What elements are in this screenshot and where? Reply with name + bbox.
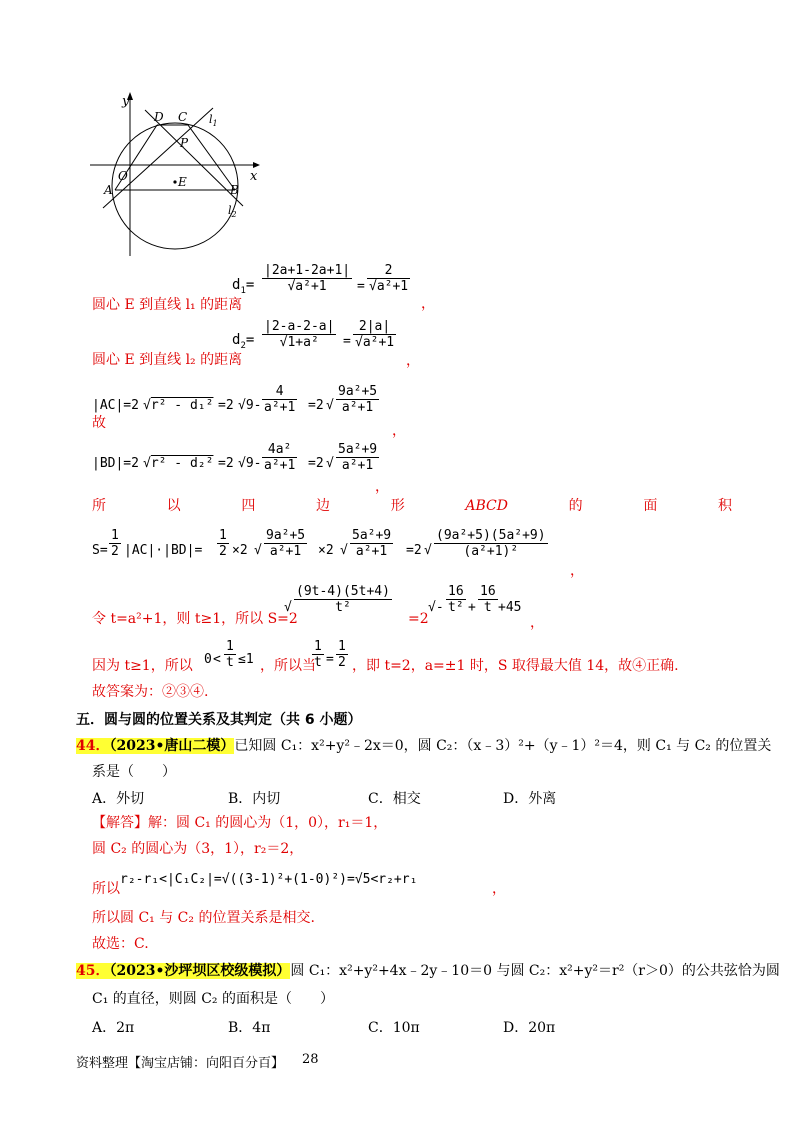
d2-lhs: $d_2=$	[232, 332, 255, 351]
q44-option-b: B．内切	[228, 791, 281, 807]
s-half2: $\frac{1}{2}$	[219, 528, 227, 559]
label-b: B	[230, 183, 239, 197]
s-frac2: $\frac{\text{5a²+9}}{\text{a²+1}}$	[352, 528, 392, 559]
so-frac1: $\frac{1}{t}$	[314, 639, 322, 670]
geometry-figure	[85, 88, 265, 260]
so-frac2: $\frac{1}{2}$	[338, 639, 346, 670]
label-l1: $l_1$	[209, 113, 218, 128]
q44-option-c: C．相交	[368, 791, 421, 807]
answer-43: 故答案为：②③④.	[92, 684, 209, 700]
label-d: D	[154, 110, 164, 124]
label-x: x	[250, 169, 258, 184]
q45-source: （2023•沙坪坝区校级模拟）	[109, 963, 291, 979]
conclusion: ，即 t=2，a=±1 时，S 取得最大值 14，故④正确.	[352, 658, 679, 674]
d2-frac2: $\frac{2|a|}{\text{√a²+1}}$	[355, 319, 395, 350]
question-44	[76, 737, 771, 755]
d1-comma: ，	[421, 296, 435, 312]
s-frac1: $\frac{\text{9a²+5}}{\text{a²+1}}$	[266, 528, 306, 559]
let-text: 令 t=a²+1，则 t≥1，所以 S=2	[92, 611, 298, 627]
q44-number: 44．	[76, 738, 110, 754]
label-l2: $l_2$	[228, 204, 237, 219]
s-frac3: $\frac{\text{(9a²+5)(5a²+9)}}{\text{(a²+1)²}}$	[436, 528, 546, 559]
q44-stem: 已知圆 C₁：x²+y²﹣2x＝0，圆 C₂：（x﹣3）²+（y﹣1）²＝4，则 C₁ 与 C₂ 的位置关	[234, 738, 772, 754]
d1-frac1: $\frac{|2a+1-2a+1|}{\text{√a²+1}}$	[264, 263, 351, 294]
label-p: P	[180, 136, 189, 150]
let-frac: $\frac{(9t-4)(5t+4)}{\text{t²}}$	[296, 584, 390, 615]
q44-solution-3-expr: r₂-r₁<|C₁C₂|=√((3-1)²+(1-0)²)=√5<r₂+r₁	[120, 872, 418, 887]
q44-solution-4: 所以圆 C₁ 与 C₂ 的位置关系是相交.	[92, 910, 315, 926]
let-frac-a: $\frac{16}{\text{t²}}$	[448, 584, 464, 615]
area-sentence: 所 以 四 边 形 ABCD 的 面 积	[92, 498, 732, 514]
label-o: O	[118, 169, 128, 183]
x-axis-arrow	[253, 162, 260, 168]
q44-solution-1: 【解答】解：圆 C₁ 的圆心为（1，0），r₁＝1，	[92, 815, 388, 831]
q45-number: 45．	[76, 963, 110, 979]
footer-text: 资料整理【淘宝店铺：向阳百分百】	[76, 1056, 285, 1071]
question-45	[76, 962, 780, 980]
label-e: E	[178, 175, 187, 189]
ac-sqrt1: √r² - d₁²	[143, 398, 214, 413]
d2-label: 圆心 E 到直线 l₂ 的距离	[92, 352, 243, 368]
bd-frac2: $\frac{\text{5a²+9}}{\text{a²+1}}$	[338, 442, 378, 473]
s-half1: $\frac{1}{2}$	[111, 528, 119, 559]
q44-option-d: D．外离	[503, 791, 557, 807]
ac-left: |AC|=2	[92, 398, 139, 413]
because-frac: $\frac{1}{t}$	[226, 639, 234, 670]
section-title: 五．圆与圆的位置关系及其判定（共 6 小题）	[76, 712, 362, 728]
page-number: 28	[302, 1052, 319, 1067]
q44-stem2: 系是（ ）	[92, 764, 176, 780]
label-y: y	[122, 94, 130, 109]
q44-solution-2: 圆 C₂ 的圆心为（3，1），r₂＝2，	[92, 841, 304, 857]
d2-frac1: $\frac{|2-a-2-a|}{\text{√1+a²}}$	[264, 319, 335, 350]
q45-option-b: B．4π	[228, 1020, 271, 1036]
d2-comma: ，	[406, 353, 420, 369]
d1-frac2: $\frac{2}{\text{√a²+1}}$	[369, 263, 409, 294]
q45-stem: 圆 C₁：x²+y²+4x﹣2y﹣10＝0 与圆 C₂：x²+y²＝r²（r＞0）的公共弦恰为圆	[290, 963, 780, 979]
bd-frac1: $\frac{\text{4a²}}{\text{a²+1}}$	[264, 442, 296, 473]
bd-left: |BD|=2	[92, 456, 139, 471]
line-l2	[145, 110, 243, 206]
q45-option-a: A．2π	[92, 1020, 135, 1036]
ac-frac2: $\frac{\text{9a²+5}}{\text{a²+1}}$	[338, 384, 378, 415]
because-text: 因为 t≥1，所以	[92, 658, 193, 674]
d1-lhs: $d_1=$	[232, 277, 255, 296]
ac-frac1: $\frac{4}{\text{a²+1}}$	[264, 384, 296, 415]
q44-solution-3-prefix: 所以	[92, 881, 120, 897]
label-c: C	[178, 110, 188, 124]
q44-solution-5: 故选：C.	[92, 936, 149, 952]
label-a: A	[104, 183, 113, 197]
point-e	[173, 180, 176, 183]
d1-label: 圆心 E 到直线 l₁ 的距离	[92, 297, 243, 313]
q44-option-a: A．外切	[92, 791, 145, 807]
let-frac-b: $\frac{16}{t}$	[480, 584, 496, 615]
q44-source: （2023•唐山二模）	[109, 738, 235, 754]
q45-stem2: C₁ 的直径，则圆 C₂ 的面积是（ ）	[92, 991, 334, 1007]
gu-label: 故	[92, 415, 106, 431]
q45-option-c: C．10π	[368, 1020, 420, 1036]
q45-option-d: D．20π	[503, 1020, 556, 1036]
bd-sqrt1: √r² - d₂²	[143, 456, 214, 471]
